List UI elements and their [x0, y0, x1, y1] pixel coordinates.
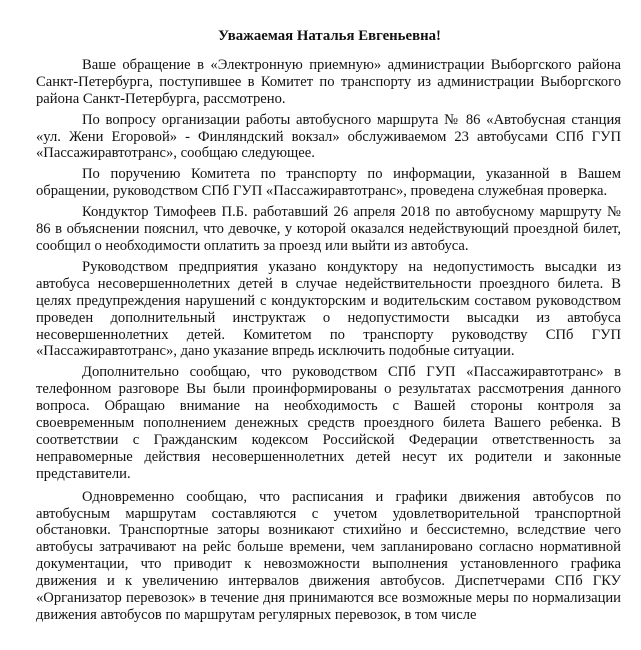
- paragraph-route-86: По вопросу организации работы автобусного маршрута № 86 «Автобусная станция «ул. Жени Егоровой» - Финляндский вокзал» обслуживаемом 23 автобусами СПб ГУП «Пассажиравтотранс», сообщаю следующее.: [36, 111, 621, 162]
- paragraph-inspection: По поручению Комитета по транспорту по информации, указанной в Вашем обращении, руководством СПб ГУП «Пассажиравтотранс», проведена служебная проверка.: [36, 166, 621, 200]
- paragraph-appeal-received: Ваше обращение в «Электронную приемную» администрации Выборгского района Санкт-Петербурга, поступившее в Комитет по транспорту из администрации Выборгского района Санкт-Петербурга, рассмотрено.: [36, 56, 621, 107]
- paragraph-additional-info: Дополнительно сообщаю, что руководством СПб ГУП «Пассажиравтотранс» в телефонном разговоре Вы были проинформированы о результатах рассмотрения данного вопроса. Обращаю внимание на необходимость с Вашей стороны контроля за своевременным пополнением денежных средств проездного билета Вашего ребенка. В соответствии с Гражданским кодексом Российской Федерации ответственность за неправомерные действия несовершеннолетних детей несут их родители и законные представители.: [36, 364, 621, 482]
- paragraph-management-measures: Руководством предприятия указано кондуктору на недопустимость высадки из автобуса несовершеннолетних детей в случае недействительности проездного билета. В целях предупреждения нарушений с кондукторским и водительским составом руководством проведен дополнительный инструктаж о недопустимости высадки из автобуса несовершеннолетних детей. Комитетом по транспорту руководству СПб ГУП «Пассажиравтотранс», дано указание впредь исключить подобные ситуации.: [36, 258, 621, 360]
- paragraph-conductor: Кондуктор Тимофеев П.Б. работавший 26 апреля 2018 по автобусному маршруту № 86 в объяснении пояснил, что девочке, у которой оказался недействующий проездной билет, сообщил о необходимости оплатить за проезд или выйти из автобуса.: [36, 204, 621, 254]
- letter-salutation: Уважаемая Наталья Евгеньевна!: [218, 28, 441, 44]
- paragraph-schedules: Одновременно сообщаю, что расписания и графики движения автобусов по автобусным маршрутам составляются с учетом удовлетворительной транспортной обстановки. Транспортные заторы возникают стихийно и бессистемно, вследствие чего автобусы затрачивают на рейс больше времени, чем запланировано согласно нормативной документации, что приводит к невозможности выполнения установленного графика движения и к увеличению интервалов движения автобусов. Диспетчерами СПб ГКУ «Организатор перевозок» в течение дня принимаются все возможные меры по нормализации движения автобусов по маршрутам регулярных перевозок, в том числе: [36, 488, 621, 623]
